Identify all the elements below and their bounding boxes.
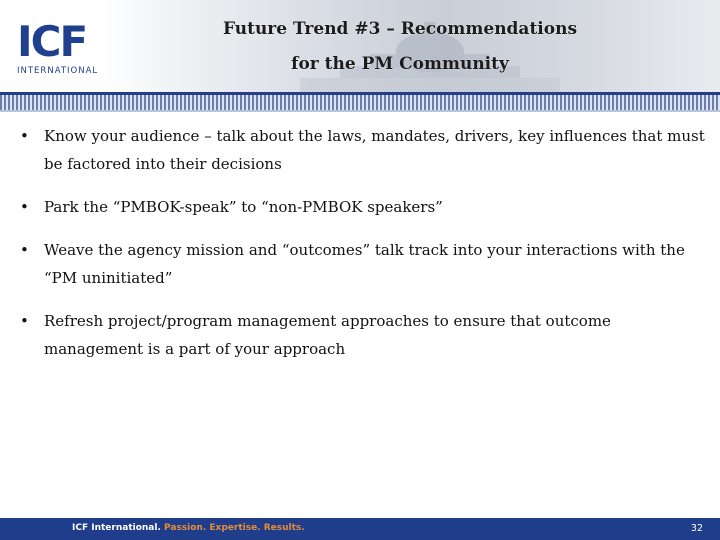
slide-title: [200, 12, 600, 82]
bullet-text: Refresh project/program management approaches to ensure that outcome management is a part of your approach: [44, 312, 611, 358]
list-item: [18, 236, 708, 292]
icf-logo: [17, 17, 99, 76]
slide-header: [0, 0, 720, 92]
bullet-text: Park the “PMBOK-speak” to “non-PMBOK speakers”: [44, 198, 443, 216]
list-item: [18, 193, 708, 221]
bullet-icon: •: [20, 312, 29, 330]
bullet-list: [18, 122, 708, 378]
logo-subtext: INTERNATIONAL: [17, 66, 99, 76]
page-number: 32: [690, 523, 703, 534]
bullet-icon: •: [20, 241, 29, 259]
footer-company: ICF International.: [72, 523, 161, 533]
title-line-1: Future Trend #3 – Recommendations: [222, 19, 578, 39]
header-divider: [0, 92, 720, 112]
bullet-icon: •: [20, 198, 29, 216]
footer-tagline: Passion. Expertise. Results.: [164, 523, 305, 533]
bullet-text: Know your audience – talk about the laws, mandates, drivers, key influences that must be factored into their decisions: [44, 127, 705, 173]
logo-mark: ICF: [17, 17, 87, 66]
list-item: [18, 307, 708, 363]
slide-footer: [0, 518, 720, 540]
list-item: [18, 122, 708, 178]
bullet-text: Weave the agency mission and “outcomes” talk track into your interactions with the “PM uninitiated”: [44, 241, 685, 287]
title-line-2: for the PM Community: [291, 54, 509, 74]
bullet-icon: •: [20, 127, 29, 145]
footer-brand: [72, 523, 305, 533]
